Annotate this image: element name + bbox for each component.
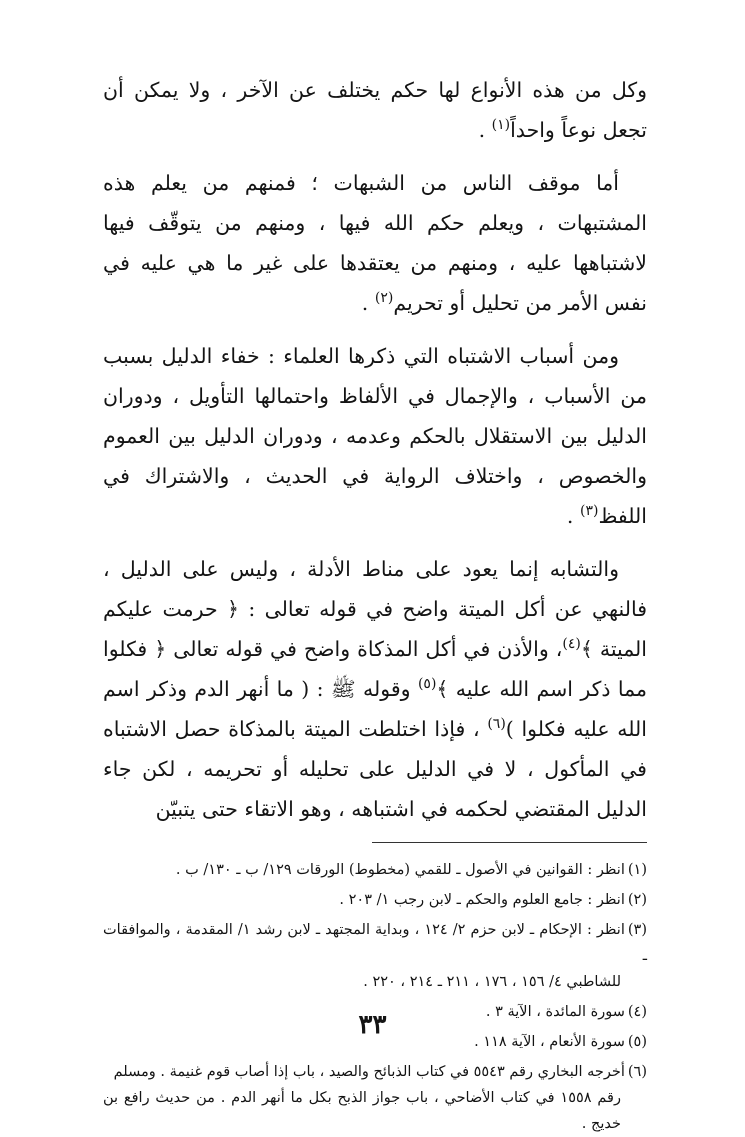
footnote-number: (٣) [627,922,647,938]
footnote-number: (٢) [627,892,647,908]
footnote-ref[interactable]: (٥) [417,676,437,693]
footnote-text: أخرجه البخاري رقم ٥٥٤٣ في كتاب الذبائح والصيد ، باب إذا أصاب قوم غنيمة . ومسلم [113,1064,625,1080]
paragraph-text: ومن أسباب الاشتباه التي ذكرها العلماء : خفاء الدليل بسبب من الأسباب ، والإجمال في الألفاظ واحتمالها التأويل ، ودوران الدليل بين الاستقلال بالحكم وعدمه ، ودوران الدليل بين العموم والخصوص ، واختلاف الرواية في الحديث ، والاشتراك في اللفظ [103,344,647,528]
footnote-continuation: للشاطبي ٤/ ١٥٦ ، ١٧٦ ، ٢١١ ـ ٢١٤ ، ٢٢٠ . [363,974,621,990]
paragraph-tail: . [566,504,580,528]
footnote-number: (١) [627,862,647,878]
footnote-ref[interactable]: (٤) [562,636,581,653]
footnote-3 [103,917,647,995]
paragraph-text: وكل من هذه الأنواع لها حكم يختلف عن الآخر ، ولا يمكن أن تجعل نوعاً واحداً [103,78,647,142]
page-number: ٣٣ [358,1010,387,1040]
paragraph-tail: ، فإذا اختلطت الميتة بالمذكاة حصل الاشتباه في المأكول ، لا في الدليل على تحليله أو تحريمه ، لكن جاء الدليل المقتضي لحكمه في اشتباهه ، وهو الاتقاء حتى يتبيّن [103,717,647,821]
paragraph-1 [103,70,647,150]
footnote-text: سورة الأنعام ، الآية ١١٨ . [474,1034,625,1050]
footnote-number: (٤) [627,1004,647,1020]
paragraph-text: والتشابه إنما يعود على مناط الأدلة ، وليس على الدليل ، فالنهي عن أكل الميتة واضح في قوله تعالى : ﴿ حرمت عليكم الميتة ﴾ [103,557,647,661]
paragraph-text: أما موقف الناس من الشبهات ؛ فمنهم من يعلم هذه المشتبهات ، ويعلم حكم الله فيها ، ومنهم من يتوقّف فيها لاشتباهها عليه ، ومنهم من يعتقدها على غير ما هي عليه في نفس الأمر من تحليل أو تحريم [103,171,647,315]
footnote-text: سورة المائدة ، الآية ٣ . [485,1004,625,1020]
footnote-ref[interactable]: (١) [491,117,511,134]
footnote-2 [103,887,647,913]
footnote-ref[interactable]: (٣) [579,503,599,520]
paragraph-tail: ، والأذن في أكل المذكاة واضح في قوله تعالى ﴿ فكلوا مما ذكر اسم الله عليه ﴾ [103,637,647,701]
footnote-ref[interactable]: (٢) [374,290,394,307]
paragraph-tail: وقوله ﷺ : ( ما أنهر الدم وذكر اسم الله عليه فكلوا ) [103,677,647,741]
footnote-1 [103,857,647,883]
footnote-text: انظر : الإحكام ـ لابن حزم ٢/ ١٢٤ ، وبداية المجتهد ـ لابن رشد ١/ المقدمة ، والموافقات ـ [103,922,647,964]
paragraph-tail: . [478,118,492,142]
main-text [103,70,647,829]
paragraph-2 [103,163,647,323]
footnote-text: انظر : القوانين في الأصول ـ للقمي (مخطوط) الورقات ١٢٩/ ب ـ ١٣٠/ ب . [175,862,625,878]
footnote-divider [372,842,647,843]
footnote-text: انظر : جامع العلوم والحكم ـ لابن رجب ١/ ٢٠٣ . [339,892,625,908]
footnote-number: (٥) [627,1034,647,1050]
paragraph-tail: . [361,291,375,315]
footnotes [103,857,647,1137]
footnote-continuation: رقم ١٥٥٨ في كتاب الأضاحي ، باب جواز الذبح بكل ما أنهر الدم . من حديث رافع بن خديج . [103,1090,621,1132]
footnote-number: (٦) [627,1064,647,1080]
paragraph-3 [103,336,647,536]
footnote-6 [103,1059,647,1137]
paragraph-4 [103,549,647,829]
footnote-ref[interactable]: (٦) [487,716,506,733]
